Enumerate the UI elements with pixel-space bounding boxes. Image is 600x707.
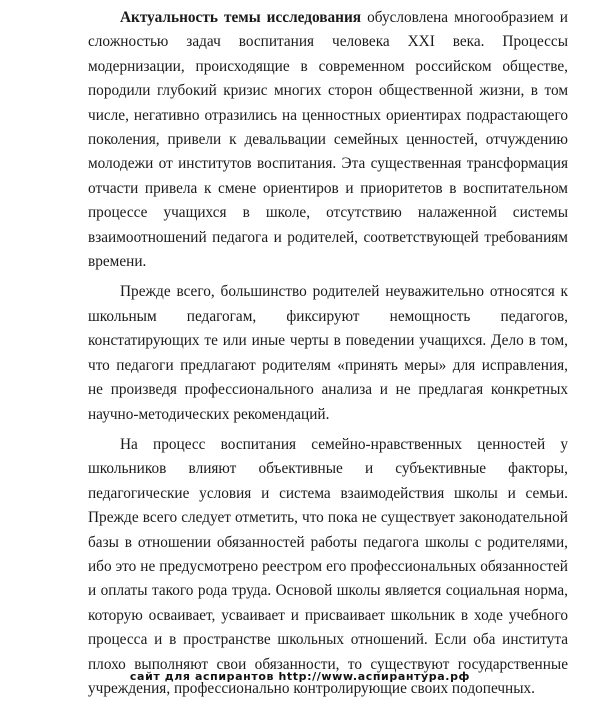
document-body [88,6,568,707]
paragraph-factors [88,433,568,701]
paragraph-lead: Актуальность темы исследования [120,9,362,26]
paragraph-text: обусловлена многообразием и сложностью задач воспитания человека XXI века. Процессы модернизации, происходящие в современном российском обществе, породили глубокий кризис многих сторон общественной жизни, в том числе, негативно отразились на ценностных ориентирах подрастающего поколения, привели к девальвации семейных ценностей, отчуждению молодежи от институтов воспитания. Эта существенная трансформация отчасти привела к смене ориентиров и приоритетов в воспитательном процессе учащихся в школе, отсутствию налаженной системы взаимоотношений педагога и родителей, соответствующей требованиям времени. [88,9,568,271]
paragraph-text: На процесс воспитания семейно-нравственных ценностей у школьников влияют объективные и субъективные факторы, педагогические условия и система взаимодействия школы и семьи. Прежде всего следует отметить, что пока не существует законодательной базы в отношении обязанностей работы педагога школы с родителями, ибо это не предусмотрено реестром его профессиональных обязанностей и оплаты такого рода труда. Основой школы является социальная норма, которую осваивает, усваивает и присваивает школьник в ходе учебного процесса и в пространстве школьных отношений. Если оба института плохо выполняют свои обязанности, то существуют государственные учреждения, профессионально контролирующие своих подопечных. [88,435,568,697]
paragraph-text: Прежде всего, большинство родителей неуважительно относятся к школьным педагогам, фиксируют немощность педагогов, констатирующих те или иные черты в поведении учащихся. Дело в том, что педагоги предлагают родителям «принять меры» для исправления, не произведя профессионального анализа и не предлагая конкретных научно-методических рекомендаций. [88,283,568,423]
footer-watermark: сайт для аспирантов http://www.аспирантура.рф [129,670,471,683]
paragraph-relevance [88,6,568,274]
paragraph-parents [88,280,568,426]
